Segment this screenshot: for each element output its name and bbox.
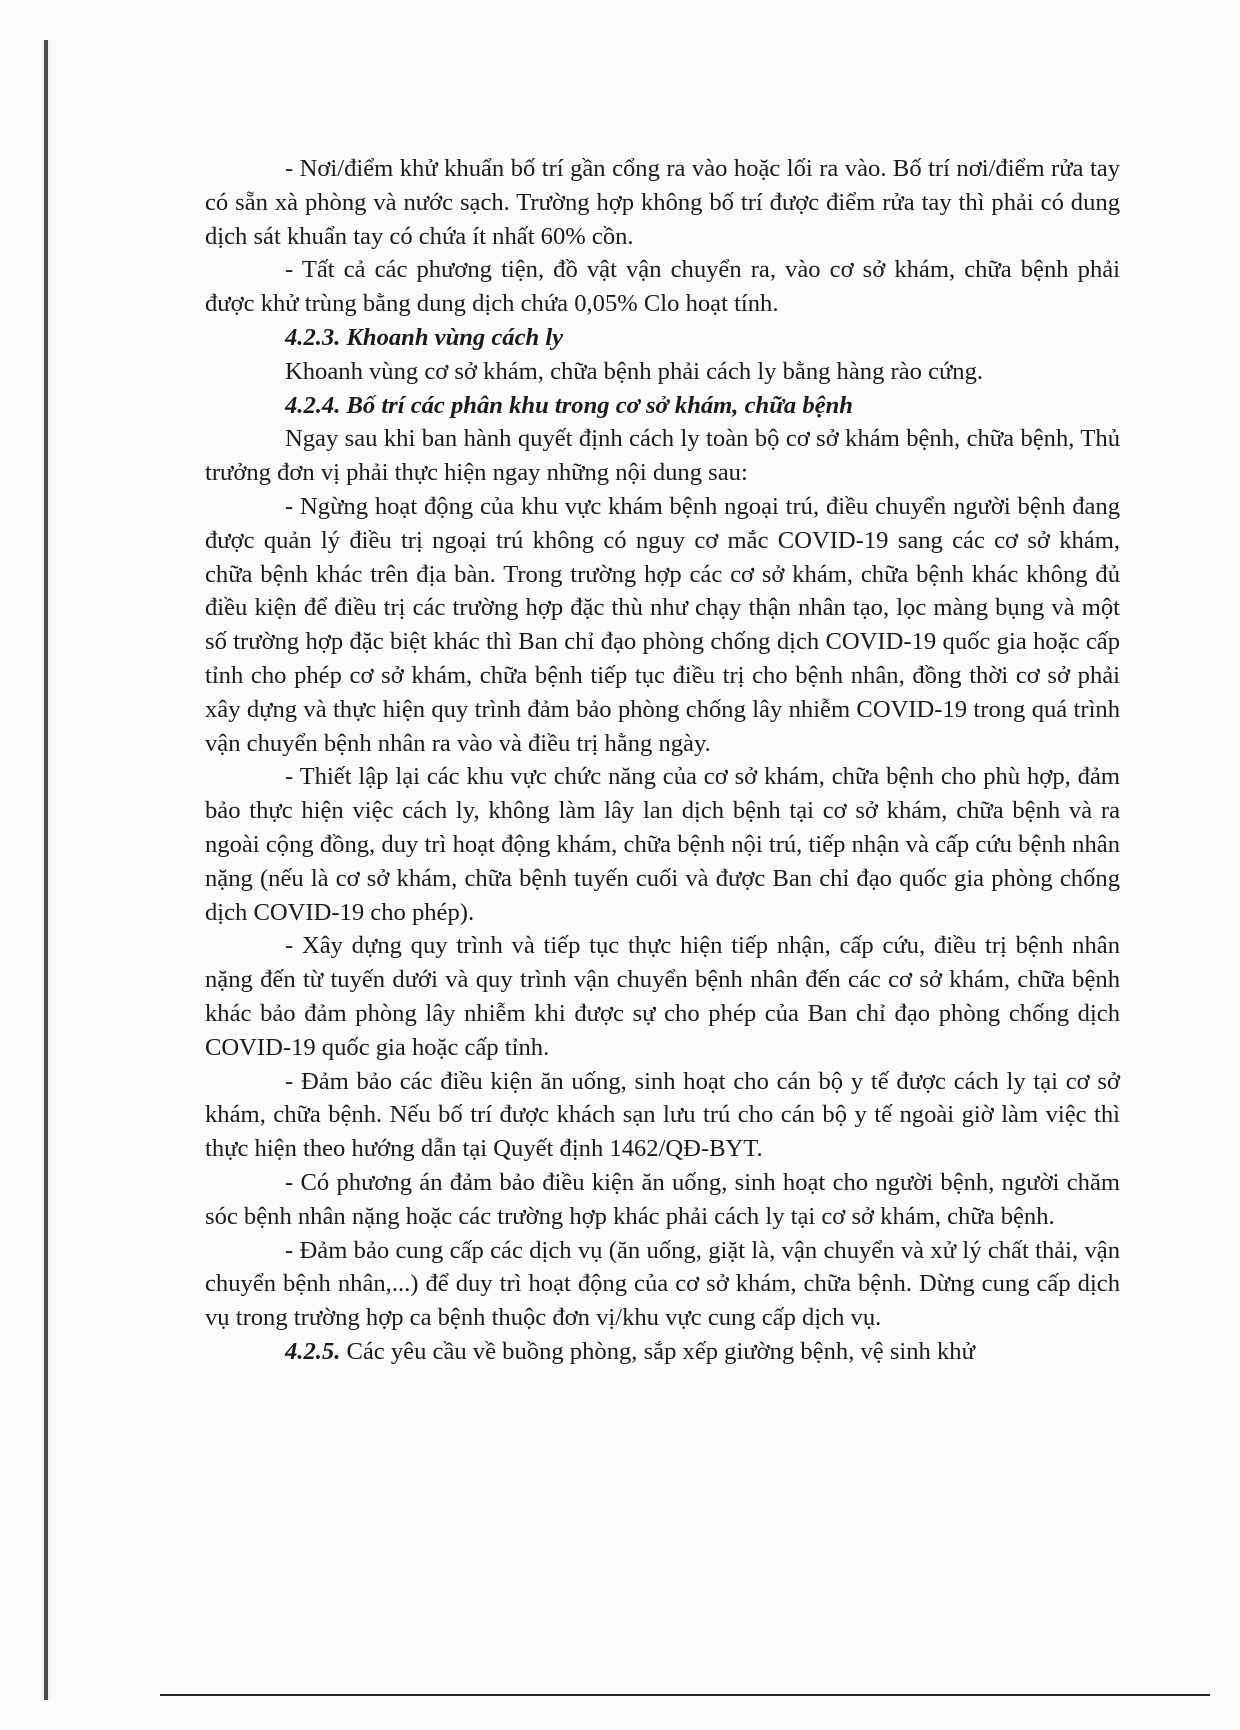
paragraph-services: - Đảm bảo cung cấp các dịch vụ (ăn uống, giặt là, vận chuyển và xử lý chất thải, vận chuyển bệnh nhân,...) để duy trì hoạt động của cơ sở khám, chữa bệnh. Dừng cung cấp dịch vụ trong trường hợp ca bệnh thuộc đơn vị/khu vực cung cấp dịch vụ. xyxy=(205,1236,1120,1332)
heading-4-2-5-text: Các yêu cầu về buồng phòng, sắp xếp giường bệnh, vệ sinh khử xyxy=(340,1337,975,1365)
paragraph-intro: Ngay sau khi ban hành quyết định cách ly toàn bộ cơ sở khám bệnh, chữa bệnh, Thủ trưởng đơn vị phải thực hiện ngay những nội dung sau: xyxy=(205,425,1120,487)
footer-rule xyxy=(160,1694,1210,1696)
heading-4-2-4: 4.2.4. Bố trí các phân khu trong cơ sở khám, chữa bệnh xyxy=(285,391,853,419)
paragraph-staff-conditions: - Đảm bảo các điều kiện ăn uống, sinh hoạt cho cán bộ y tế được cách ly tại cơ sở khám, chữa bệnh. Nếu bố trí được khách sạn lưu trú cho cán bộ y tế ngoài giờ làm việc thì thực hiện theo hướng dẫn tại Quyết định 1462/QĐ-BYT. xyxy=(205,1067,1120,1163)
heading-4-2-5 xyxy=(205,1335,1120,1369)
paragraph-vehicle-disinfection: - Tất cả các phương tiện, đồ vật vận chuyển ra, vào cơ sở khám, chữa bệnh phải được khử trùng bằng dung dịch chứa 0,05% Clo hoạt tính. xyxy=(205,256,1120,318)
paragraph-patient-conditions: - Có phương án đảm bảo điều kiện ăn uống, sinh hoạt cho người bệnh, người chăm sóc bệnh nhân nặng hoặc các trường hợp khác phải cách ly tại cơ sở khám, chữa bệnh. xyxy=(205,1168,1120,1230)
paragraph-emergency-process: - Xây dựng quy trình và tiếp tục thực hiện tiếp nhận, cấp cứu, điều trị bệnh nhân nặng đến từ tuyến dưới và quy trình vận chuyển bệnh nhân đến các cơ sở khám, chữa bệnh khác bảo đảm phòng lây nhiễm khi được sự cho phép của Ban chỉ đạo phòng chống dịch COVID-19 quốc gia hoặc cấp tỉnh. xyxy=(205,932,1120,1061)
heading-4-2-3: 4.2.3. Khoanh vùng cách ly xyxy=(285,323,564,351)
paragraph-fence: Khoanh vùng cơ sở khám, chữa bệnh phải cách ly bằng hàng rào cứng. xyxy=(285,357,984,385)
heading-4-2-5-number: 4.2.5. xyxy=(285,1337,341,1365)
paragraph-disinfection-point: - Nơi/điểm khử khuẩn bố trí gần cổng ra vào hoặc lối ra vào. Bố trí nơi/điểm rửa tay có sẵn xà phòng và nước sạch. Trường hợp không bố trí được điểm rửa tay thì phải có dung dịch sát khuẩn tay có chứa ít nhất 60% cồn. xyxy=(205,155,1120,250)
paragraph-reorganize-areas: - Thiết lập lại các khu vực chức năng của cơ sở khám, chữa bệnh cho phù hợp, đảm bảo thực hiện việc cách ly, không làm lây lan dịch bệnh tại cơ sở khám, chữa bệnh và ra ngoài cộng đồng, duy trì hoạt động khám, chữa bệnh nội trú, tiếp nhận và cấp cứu bệnh nhân nặng (nếu là cơ sở khám, chữa bệnh tuyến cuối và được Ban chỉ đạo quốc gia phòng chống dịch COVID-19 cho phép). xyxy=(205,763,1120,926)
scan-binding-edge xyxy=(44,40,48,1700)
paragraph-stop-outpatient: - Ngừng hoạt động của khu vực khám bệnh ngoại trú, điều chuyển người bệnh đang được quản lý điều trị ngoại trú không có nguy cơ mắc COVID-19 sang các cơ sở khám, chữa bệnh khác trên địa bàn. Trong trường hợp các cơ sở khám, chữa bệnh khác không đủ điều kiện để điều trị các trường hợp đặc thù như chạy thận nhân tạo, lọc màng bụng và một số trường hợp đặc biệt khác thì Ban chỉ đạo phòng chống dịch COVID-19 quốc gia hoặc cấp tỉnh cho phép cơ sở khám, chữa bệnh tiếp tục điều trị cho bệnh nhân, đồng thời cơ sở phải xây dựng và thực hiện quy trình đảm bảo phòng chống lây nhiễm COVID-19 trong quá trình vận chuyển bệnh nhân ra vào và điều trị hằng ngày. xyxy=(205,492,1120,757)
document-body xyxy=(205,152,1120,1369)
